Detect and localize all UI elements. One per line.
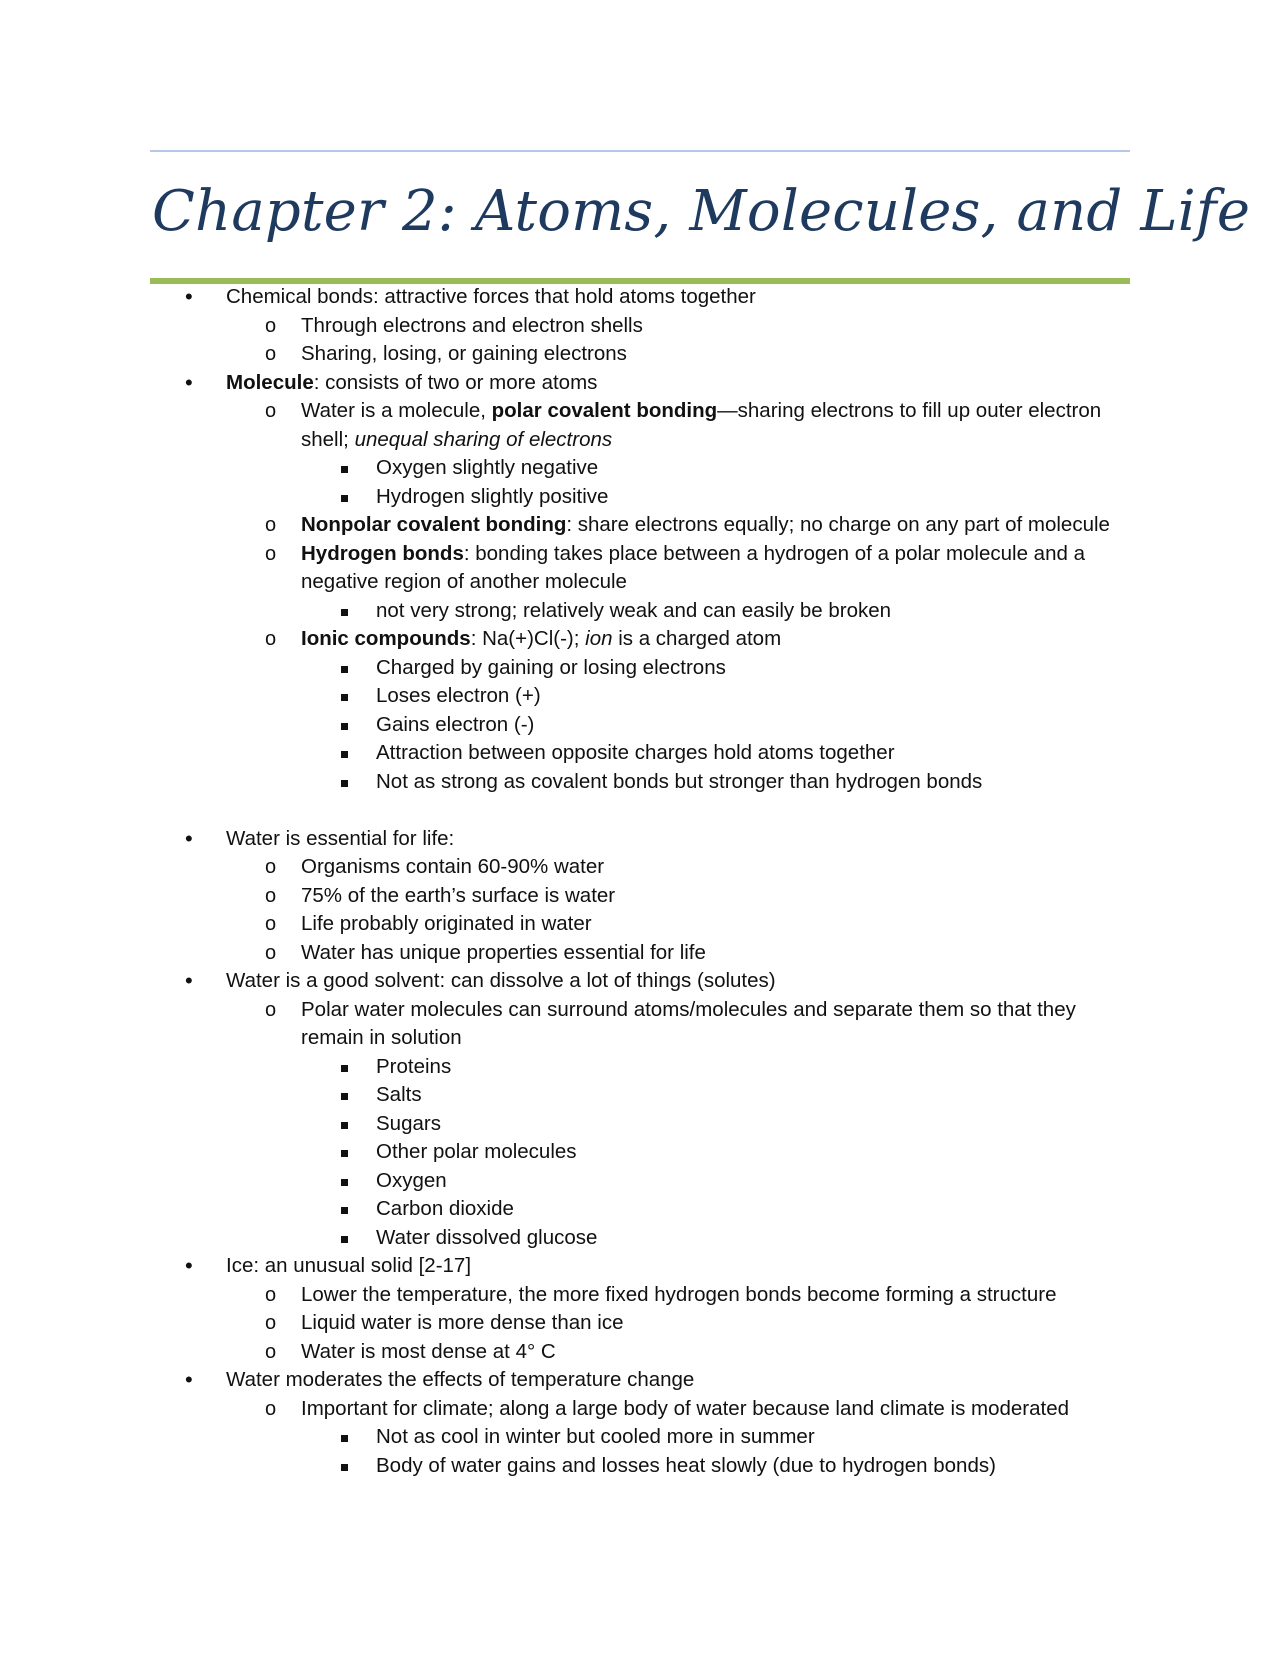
list-item: o Polar water molecules can surround atoms/molecules and separate them so that they [0,996,1280,1025]
square-marker [341,1236,348,1243]
list-item: • Chemical bonds: attractive forces that hold atoms together [0,283,1280,312]
list-item: o Important for climate; along a large body of water because land climate is moderated [0,1395,1280,1424]
square-marker [341,780,348,787]
square-marker [341,609,348,616]
list-item: o Lower the temperature, the more fixed hydrogen bonds become forming a structure [0,1281,1280,1310]
sub-marker: o [265,400,277,422]
sub-marker: o [265,628,277,650]
notes-list [0,283,1280,1480]
square-marker [341,495,348,502]
list-item: Proteins [0,1053,1280,1082]
bullet-marker: • [185,1253,193,1278]
list-item-continuation: negative region of another molecule [301,570,627,593]
square-marker [341,1179,348,1186]
square-marker [341,666,348,673]
sub-marker: o [265,1312,277,1334]
sub-marker: o [265,884,277,907]
list-item: Oxygen [0,1167,1280,1196]
square-marker [341,1435,348,1442]
list-item: Body of water gains and losses heat slowly (due to hydrogen bonds) [0,1452,1280,1481]
list-item: o 75% of the earth’s surface is water [0,882,1280,911]
page-title: Chapter 2: Atoms, Molecules, and Life [152,179,1251,244]
square-marker [341,466,348,473]
list-item: Salts [0,1081,1280,1110]
bullet-marker: • [185,284,193,309]
list-item: • Molecule: consists of two or more atoms [0,369,1280,398]
list-item: Water dissolved glucose [0,1224,1280,1253]
list-item: o Life probably originated in water [0,910,1280,939]
list-item: o Water is a molecule, polar covalent bonding—sharing electrons to fill up outer electron [0,397,1280,426]
list-item: • Water is essential for life: [0,825,1280,854]
list-item: • Ice: an unusual solid [2-17] [0,1252,1280,1281]
list-item: o Ionic compounds: Na(+)Cl(-); ion is a charged atom [0,625,1280,654]
list-item: Charged by gaining or losing electrons [0,654,1280,683]
list-item: Not as strong as covalent bonds but stronger than hydrogen bonds [0,768,1280,797]
sub-marker: o [265,514,277,536]
list-item: • Water moderates the effects of temperature change [0,1366,1280,1395]
list-item: • Water is a good solvent: can dissolve a lot of things (solutes) [0,967,1280,996]
square-marker [341,1150,348,1157]
bullet-marker: • [185,825,193,851]
list-item: Carbon dioxide [0,1195,1280,1224]
term: Nonpolar covalent bonding [301,513,567,536]
list-item: Other polar molecules [0,1138,1280,1167]
list-item: Loses electron (+) [0,682,1280,711]
sub-marker: o [265,343,277,365]
term: Ionic compounds [301,627,471,650]
sub-marker: o [265,998,277,1021]
sub-marker: o [265,941,277,964]
list-item: o Water has unique properties essential for life [0,939,1280,968]
list-item: Oxygen slightly negative [0,454,1280,483]
title-top-rule [150,150,1130,152]
sub-marker: o [265,856,277,878]
list-item-continuation: remain in solution [301,1026,462,1049]
list-item: o Through electrons and electron shells [0,312,1280,341]
list-item: o Sharing, losing, or gaining electrons [0,340,1280,369]
square-marker [341,1093,348,1100]
bullet-marker: • [185,369,193,395]
list-item: o Hydrogen bonds: bonding takes place between a hydrogen of a polar molecule and a [0,540,1280,569]
list-item: Sugars [0,1110,1280,1139]
list-item-continuation: shell; unequal sharing of electrons [301,427,613,451]
sub-marker: o [265,1397,277,1420]
sub-marker: o [265,542,277,565]
square-marker [341,751,348,758]
list-item: o Nonpolar covalent bonding: share electrons equally; no charge on any part of molecule [0,511,1280,540]
sub-marker: o [265,1340,277,1363]
term: Molecule [226,370,314,394]
square-marker [341,694,348,701]
term: Hydrogen bonds [301,541,464,565]
sub-marker: o [265,314,277,337]
sub-marker: o [265,1283,277,1306]
square-marker [341,1122,348,1129]
square-marker [341,1207,348,1214]
list-item: o Organisms contain 60-90% water [0,853,1280,882]
term: polar covalent bonding [491,399,718,422]
sub-marker: o [265,913,277,935]
square-marker [341,1065,348,1072]
list-item: Attraction between opposite charges hold atoms together [0,739,1280,768]
blank-line [0,796,1280,825]
list-item: Not as cool in winter but cooled more in summer [0,1423,1280,1452]
list-item: o Water is most dense at 4° C [0,1338,1280,1367]
list-item: Gains electron (-) [0,711,1280,740]
list-item: Hydrogen slightly positive [0,483,1280,512]
bullet-marker: • [185,968,193,993]
list-item: o Liquid water is more dense than ice [0,1309,1280,1338]
square-marker [341,1464,348,1471]
square-marker [341,723,348,730]
bullet-marker: • [185,1367,193,1392]
list-item: not very strong; relatively weak and can easily be broken [0,597,1280,626]
